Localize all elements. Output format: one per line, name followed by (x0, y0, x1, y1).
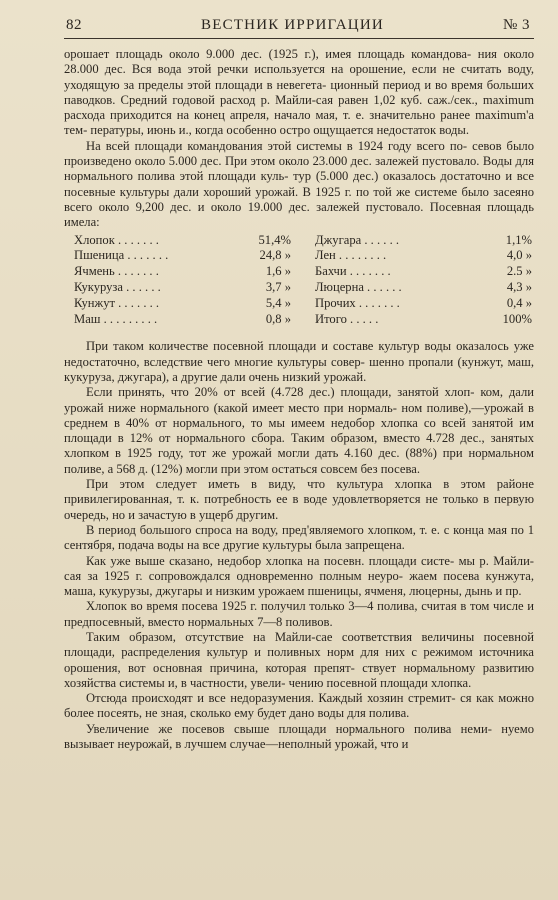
crop-value: 0,4 » (506, 295, 532, 310)
crop-value: 24,8 » (259, 248, 291, 263)
crop-name: Хлопок . . . . . . . (74, 232, 159, 247)
crop-value: 1,6 » (265, 264, 291, 279)
page-number: 82 (66, 17, 82, 33)
crop-name: Бахчи . . . . . . . (315, 264, 391, 279)
page-header (64, 17, 534, 39)
paragraph: Как уже выше сказано, недобор хлопка на посевн. площади систе- мы р. Майли-сая за 1925 г. сопровождался одновременно полным неуро- жаем посева кунжута, маша, кукурузы, джугары и низким урожаем пшеницы, ячменя, люцерны, дынь и пр. (64, 553, 534, 599)
paragraph: Таким образом, отсутствие на Майли-сае соответствия величины посевной площади, распределения культур и поливных норм для них с режимом источника орошения, вот основная причина, которая препят- ствует нормальному развитию хозяйства системы и, в частности, увели- чению посевной площади хлопка. (64, 629, 534, 690)
paragraph: В период большого спроса на воду, пред'являемого хлопком, т. е. с конца мая по 1 сентября, подача воды на все другие культуры была запрещена. (64, 522, 534, 553)
crop-name: Пшеница . . . . . . . (74, 248, 169, 263)
crop-name: Лен . . . . . . . . (315, 248, 387, 263)
crop-row (74, 264, 291, 280)
paragraph: Отсюда происходят и все недоразумения. Каждый хозяин стремит- ся как можно более посеять, не зная, сколько ему будет дано воды для полива. (64, 691, 534, 721)
paragraph: При этом следует иметь в виду, что культура хлопка в этом районе привилегированная, т. к. потребность ее в воде удовлетворяется не только в первую очередь, но и зачастую в ущерб другим. (64, 477, 534, 522)
paragraph: Увеличение же посевов свыше площади нормального полива неми- нуемо вызывает неурожай, в лучшем случае—неполный урожай, что и (64, 721, 534, 752)
crop-value: 1,1% (505, 232, 532, 247)
crop-row (74, 280, 291, 296)
crop-name: Кунжут . . . . . . . (74, 295, 160, 310)
crop-column-left (74, 233, 291, 328)
crop-row (315, 296, 532, 312)
crop-total-row (315, 312, 532, 328)
crop-value: 4,0 » (506, 248, 532, 263)
crop-value: 2.5 » (506, 264, 532, 279)
crop-row (74, 233, 291, 249)
article-body (64, 47, 534, 752)
crop-row (315, 248, 532, 264)
crop-total-value: 100% (502, 311, 532, 326)
paragraph: На всей площади командования этой системы в 1924 году всего по- севов было произведено около 5.000 дес. При этом около 23.000 дес. залежей пустовало. Воды для нормального полива этой площади куль- тур (5.000 дес.) оказалось достаточно и все посевные культуры дали хороший урожай. В 1925 г. по той же системе было засеяно всего около 9,200 дес. и около 19.000 дес. залежей пустовало. Посевная площадь имела: (64, 138, 534, 230)
crop-name: Прочих . . . . . . . (315, 295, 400, 310)
crop-name: Кукуруза . . . . . . (74, 279, 161, 294)
paragraph: орошает площадь около 9.000 дес. (1925 г.), имея площадь командова- ния около 28.000 дес. Вся вода этой речки используется на орошение, если не считать воду, уходящую за пределы этой площади в невегета- ционный период и во время больших паводков. Средний годовой расход р. Майли-сая равен 1,02 куб. саж./сек., maximum расхода приходится на конец апреля, начало мая, т. е. значительно ранее maximum'а тем- пературы, июнь и., когда особенно остро ощущается недостаток воды. (64, 47, 534, 138)
crop-value: 5,4 » (265, 295, 291, 310)
crop-value: 3,7 » (265, 279, 291, 294)
paragraph: При таком количестве посевной площади и составе культур воды оказалось уже недостаточно, вследствие чего многие культуры совер- шенно пропали (кунжут, маш, кукуруза, джугара), а другие дали очень низкий урожай. (64, 339, 534, 384)
journal-title: ВЕСТНИК ИРРИГАЦИИ (201, 17, 384, 33)
crop-value: 4,3 » (506, 279, 532, 294)
crop-column-right (315, 233, 532, 328)
paragraph: Хлопок во время посева 1925 г. получил только 3—4 полива, считая в том числе и предпосевный, вместо нормальных 7—8 поливов. (64, 599, 534, 629)
crop-row (74, 248, 291, 264)
crop-table (64, 231, 534, 328)
crop-row (315, 233, 532, 249)
crop-name: Маш . . . . . . . . . (74, 311, 158, 326)
crop-value: 0,8 » (265, 311, 291, 326)
crop-name: Джугара . . . . . . (315, 232, 400, 247)
crop-total-label: Итого . . . . . (315, 311, 379, 326)
crop-row (315, 264, 532, 280)
crop-row (74, 312, 291, 328)
crop-name: Люцерна . . . . . . (315, 279, 402, 294)
crop-value: 51,4% (258, 232, 291, 247)
issue-number: № 3 (502, 17, 530, 33)
crop-row (315, 280, 532, 296)
paragraph: Если принять, что 20% от всей (4.728 дес.) площади, занятой хлоп- ком, дали урожай ниже нормального (какой имеет место при нормаль- ном поливе),—урожай в среднем в 40% от нормального, то мы имеем недобор хлопка со всей занятой им площади в 12% от нормального сбора. Таким образом, вместо 4.728 дес., занятых хлопком в 1925 году, тот же урожай могли дать 4.160 дес. (88%) при нормальном поливе, а 568 д. (12%) могли при этом остаться совсем без посева. (64, 385, 534, 476)
crop-name: Ячмень . . . . . . . (74, 264, 159, 279)
crop-row (74, 296, 291, 312)
